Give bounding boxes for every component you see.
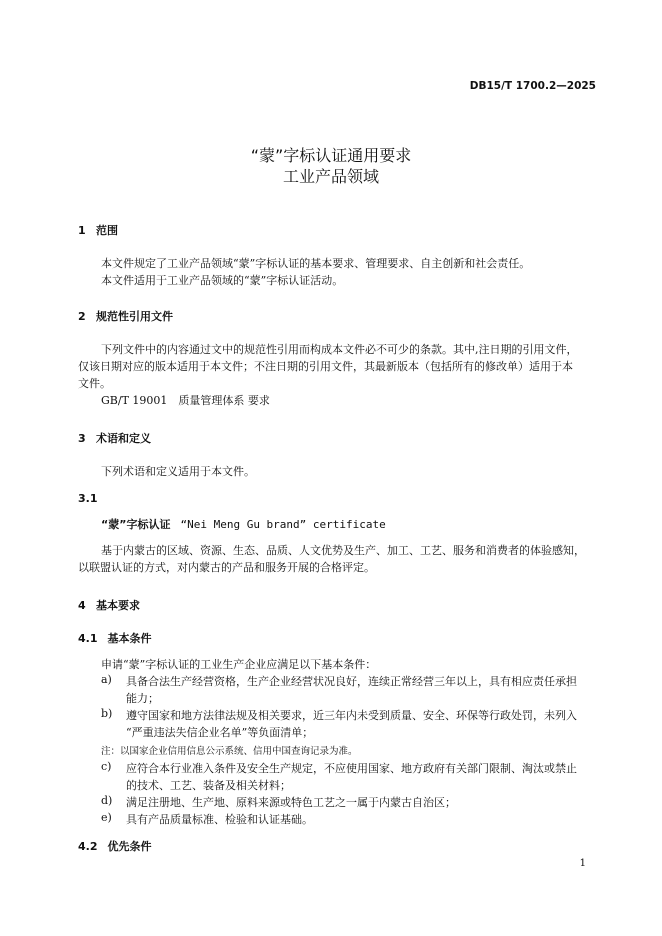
section-2-paragraph-line2: 仅该日期对应的版本适用于本文件；不注日期的引用文件，其最新版本（包括所有的修改单）适用于本 bbox=[78, 360, 573, 373]
section-2-paragraph-line1: 下列文件中的内容通过文中的规范性引用而构成本文件必不可少的条款。其中,注日期的引用文件， bbox=[101, 343, 578, 356]
section-number: 4 bbox=[78, 599, 86, 612]
list-item-b-line2: “严重违法失信企业名单”等负面清单； bbox=[126, 726, 314, 739]
list-item-c-line2: 的技术、工艺、装备及相关材料； bbox=[126, 779, 291, 792]
subsection-4-1-heading bbox=[78, 630, 152, 646]
list-item-e-line1: 具有产品质量标准、检验和认证基础。 bbox=[126, 813, 313, 826]
section-title: 规范性引用文件 bbox=[96, 310, 173, 323]
list-item-c-mark: c) bbox=[101, 760, 112, 773]
section-title: 基本要求 bbox=[96, 599, 140, 612]
section-title: 范围 bbox=[96, 224, 118, 237]
subsection-number: 4.2 bbox=[78, 840, 98, 853]
section-1-heading bbox=[78, 222, 118, 238]
section-number: 2 bbox=[78, 310, 86, 323]
subsection-title: 优先条件 bbox=[107, 840, 152, 853]
term-definition-line1: 基于内蒙古的区域、资源、生态、品质、人文优势及生产、加工、工艺、服务和消费者的体验感知， bbox=[101, 544, 585, 557]
list-item-a-line2: 能力； bbox=[126, 692, 159, 705]
note: 注：以国家企业信用信息公示系统、信用中国查询记录为准。 bbox=[101, 746, 358, 757]
section-1-paragraph-1: 本文件规定了工业产品领域“蒙”字标认证的基本要求、管理要求、自主创新和社会责任。 bbox=[101, 257, 531, 270]
list-item-c-line1: 应符合本行业准入条件及安全生产规定，不应使用国家、地方政府有关部门限制、淘汰或禁止 bbox=[126, 762, 577, 775]
subsection-number: 4.1 bbox=[78, 632, 98, 645]
subsection-title: 基本条件 bbox=[107, 632, 152, 645]
section-1-paragraph-2: 本文件适用于工业产品领域的“蒙”字标认证活动。 bbox=[101, 274, 344, 287]
term-chinese: “蒙”字标认证 bbox=[101, 518, 171, 531]
list-item-b-mark: b) bbox=[101, 707, 113, 720]
term-number: 3.1 bbox=[78, 492, 98, 505]
subsection-4-1-intro: 申请“蒙”字标认证的工业生产企业应满足以下基本条件： bbox=[101, 658, 377, 671]
term-definition-line2: 以联盟认证的方式，对内蒙古的产品和服务开展的合格评定。 bbox=[78, 561, 375, 574]
section-title: 术语和定义 bbox=[96, 432, 151, 445]
document-title-line1: “蒙”字标认证通用要求 bbox=[250, 146, 412, 165]
term-english: “Nei Meng Gu brand” certificate bbox=[180, 518, 386, 531]
section-2-paragraph-line3: 文件。 bbox=[78, 377, 111, 390]
section-number: 1 bbox=[78, 224, 86, 237]
list-item-d-line1: 满足注册地、生产地、原料来源或特色工艺之一属于内蒙古自治区； bbox=[126, 796, 456, 809]
section-3-paragraph-1: 下列术语和定义适用于本文件。 bbox=[101, 465, 255, 478]
list-item-d-mark: d) bbox=[101, 794, 113, 807]
subsection-4-2-heading bbox=[78, 838, 152, 854]
list-item-a-line1: 具备合法生产经营资格，生产企业经营状况良好，连续正常经营三年以上，具有相应责任承担 bbox=[126, 675, 577, 688]
list-item-b-line1: 遵守国家和地方法律法规及相关要求，近三年内未受到质量、安全、环保等行政处罚，未列入 bbox=[126, 709, 577, 722]
document-number: DB15/T 1700.2—2025 bbox=[469, 80, 596, 92]
list-item-e-mark: e) bbox=[101, 811, 112, 824]
section-4-heading bbox=[78, 597, 140, 613]
normative-reference: GB/T 19001 质量管理体系 要求 bbox=[101, 394, 270, 407]
document-title-line2: 工业产品领域 bbox=[282, 167, 379, 186]
list-item-a-mark: a) bbox=[101, 673, 112, 686]
section-number: 3 bbox=[78, 432, 86, 445]
section-3-heading bbox=[78, 430, 151, 446]
term-entry bbox=[101, 516, 386, 532]
page-number: 1 bbox=[579, 858, 586, 869]
section-2-heading bbox=[78, 308, 173, 324]
